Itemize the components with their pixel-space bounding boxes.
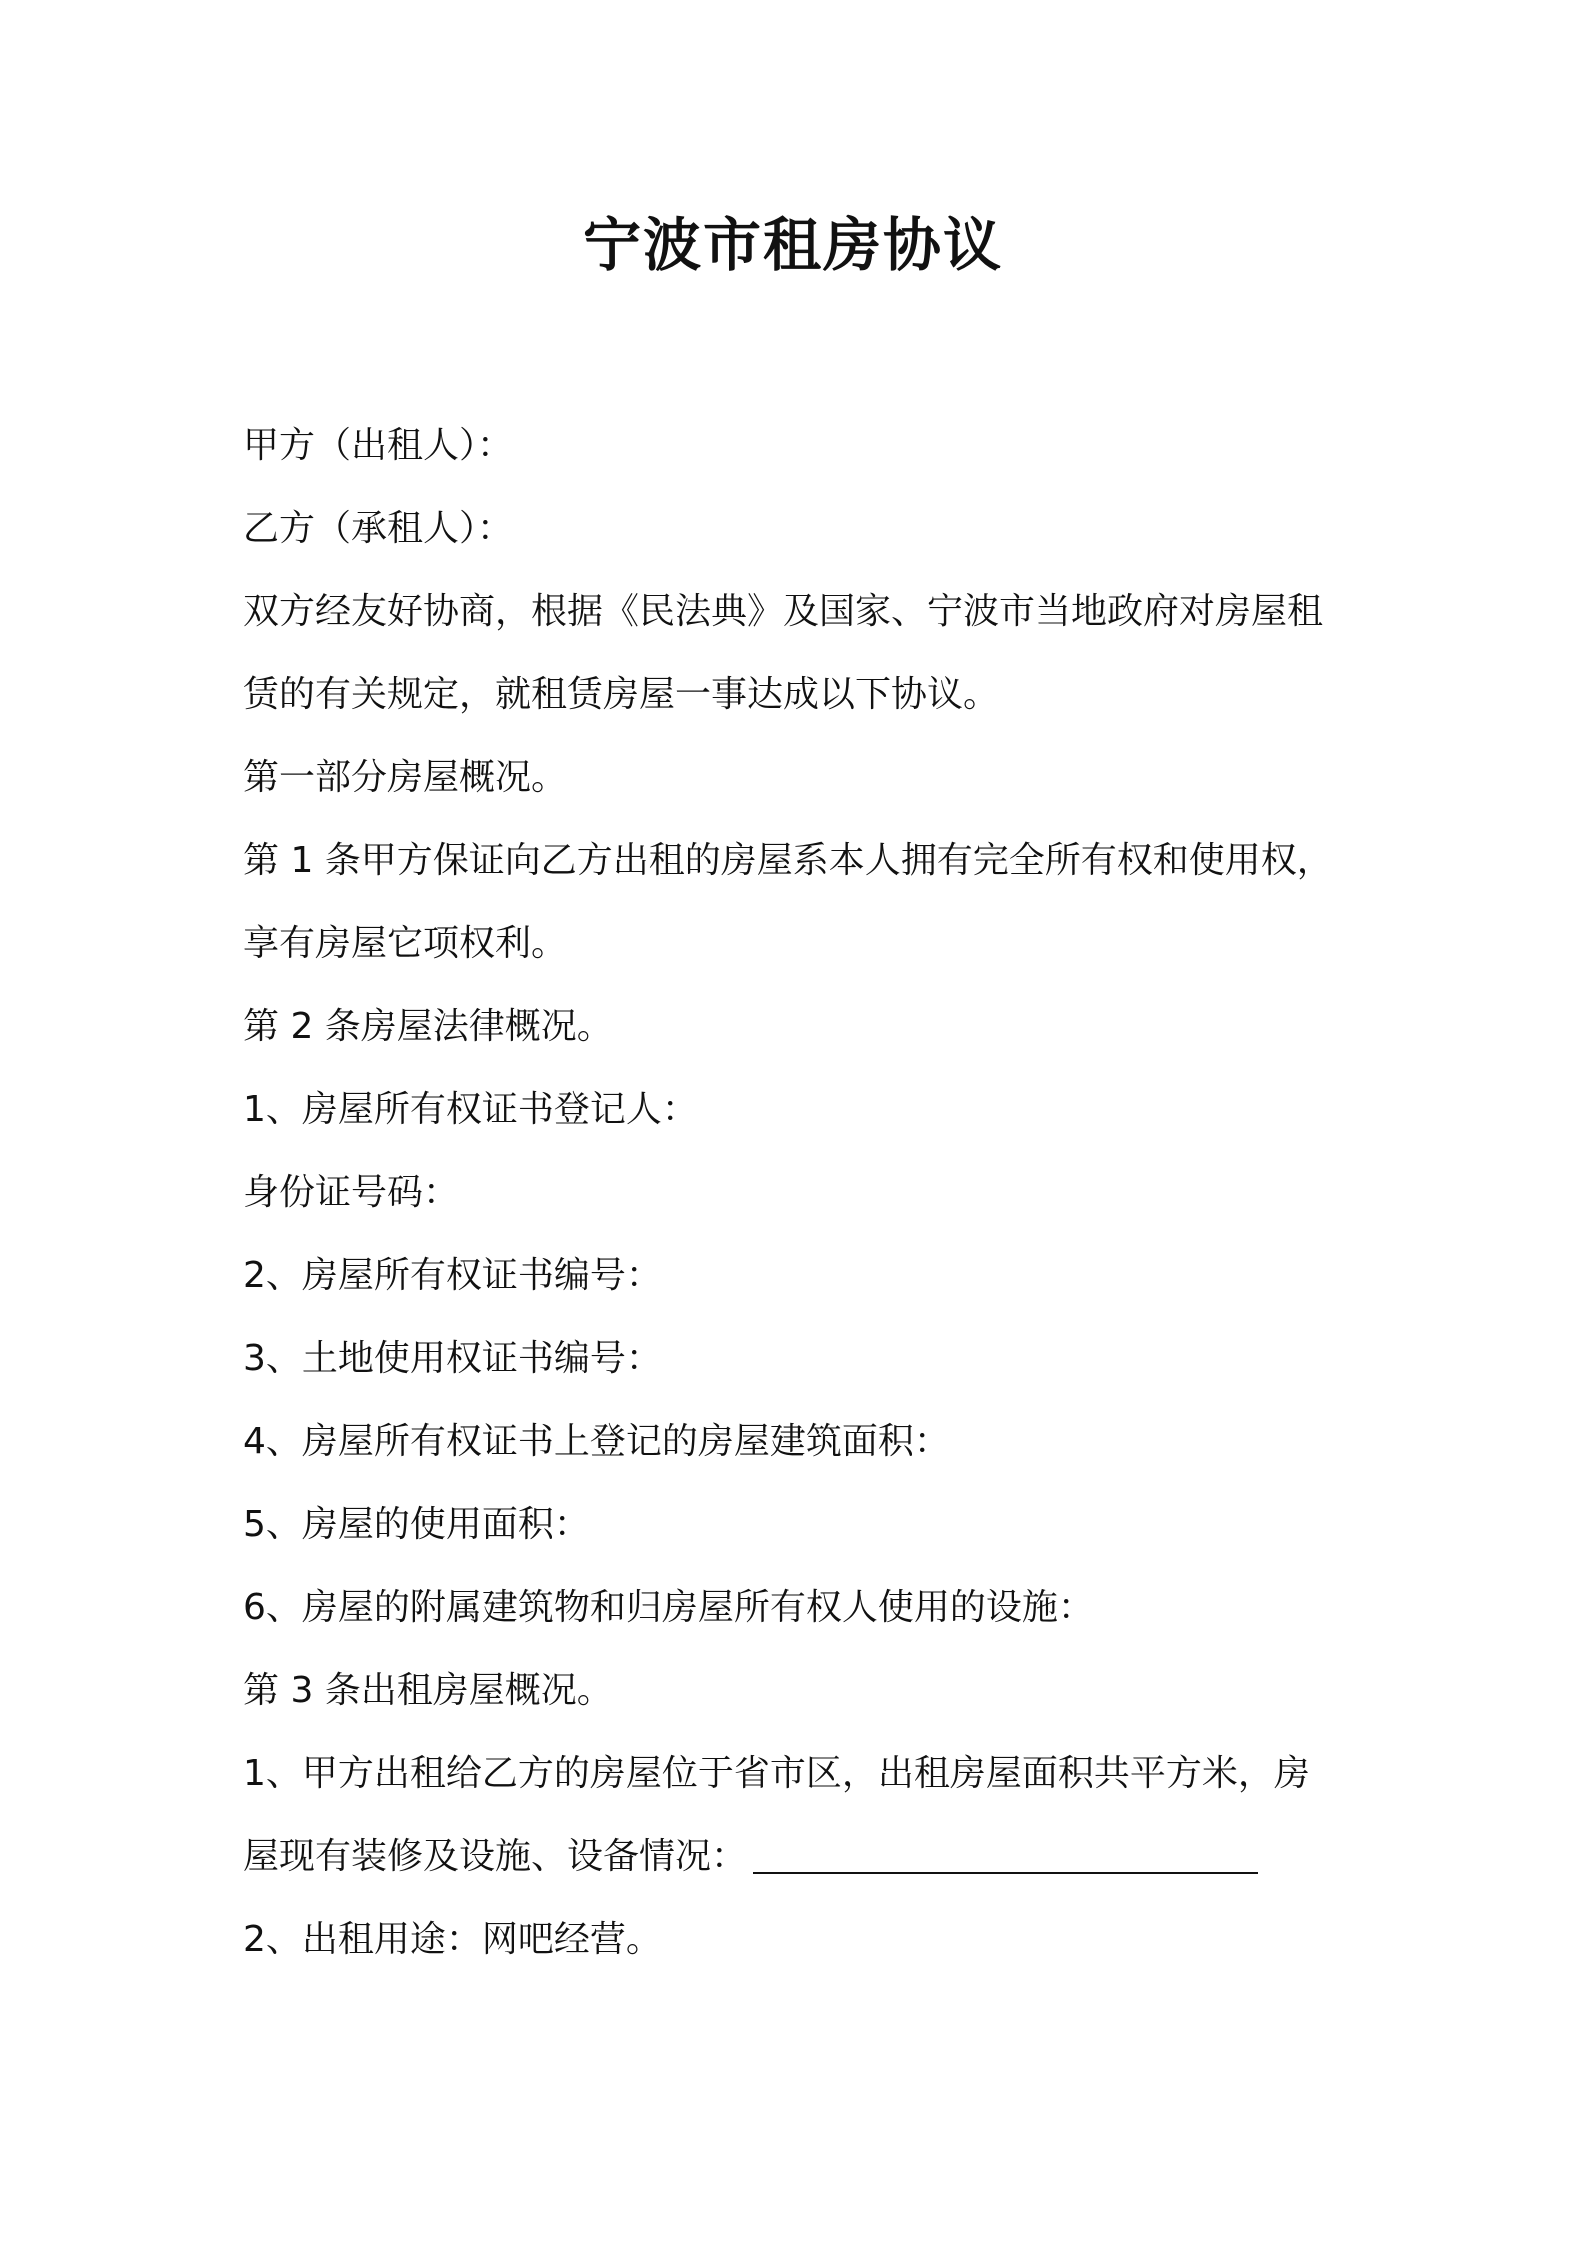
- paragraph-line: 双方经友好协商，根据《民法典》及国家、宁波市当地政府对房屋租: [243, 591, 1324, 632]
- paragraph-line: 赁的有关规定，就租赁房屋一事达成以下协议。: [243, 674, 1000, 715]
- article-line: 第 1 条甲方保证向乙方出租的房屋系本人拥有完全所有权和使用权，: [243, 840, 1333, 881]
- list-item-with-blank: [243, 1815, 1363, 1898]
- list-item: 2、房屋所有权证书编号：: [243, 1255, 662, 1296]
- list-item: 1、甲方出租给乙方的房屋位于省市区，出租房屋面积共平方米，房: [243, 1753, 1310, 1794]
- list-item: 2、出租用途：网吧经营。: [243, 1919, 662, 1960]
- article-line: 享有房屋它项权利。: [243, 923, 568, 964]
- party-b-line: 乙方（承租人）：: [243, 508, 514, 549]
- list-item: 4、房屋所有权证书上登记的房屋建筑面积：: [243, 1421, 950, 1462]
- fill-in-blank: [753, 1828, 1258, 1874]
- list-item: 5、房屋的使用面积：: [243, 1504, 590, 1545]
- list-item: 6、房屋的附属建筑物和归房屋所有权人使用的设施：: [243, 1587, 1094, 1628]
- list-item-text: 屋现有装修及设施、设备情况：: [243, 1836, 748, 1877]
- list-item: 身份证号码：: [243, 1172, 460, 1213]
- list-item: 1、房屋所有权证书登记人：: [243, 1089, 698, 1130]
- list-item: 3、土地使用权证书编号：: [243, 1338, 662, 1379]
- section-heading: 第一部分房屋概况。: [243, 757, 568, 798]
- party-a-line: 甲方（出租人）：: [243, 425, 514, 466]
- document-body: [243, 404, 1363, 1981]
- article-heading: 第 3 条出租房屋概况。: [243, 1670, 613, 1711]
- article-heading: 第 2 条房屋法律概况。: [243, 1006, 613, 1047]
- document-title: 宁波市租房协议: [582, 211, 1003, 279]
